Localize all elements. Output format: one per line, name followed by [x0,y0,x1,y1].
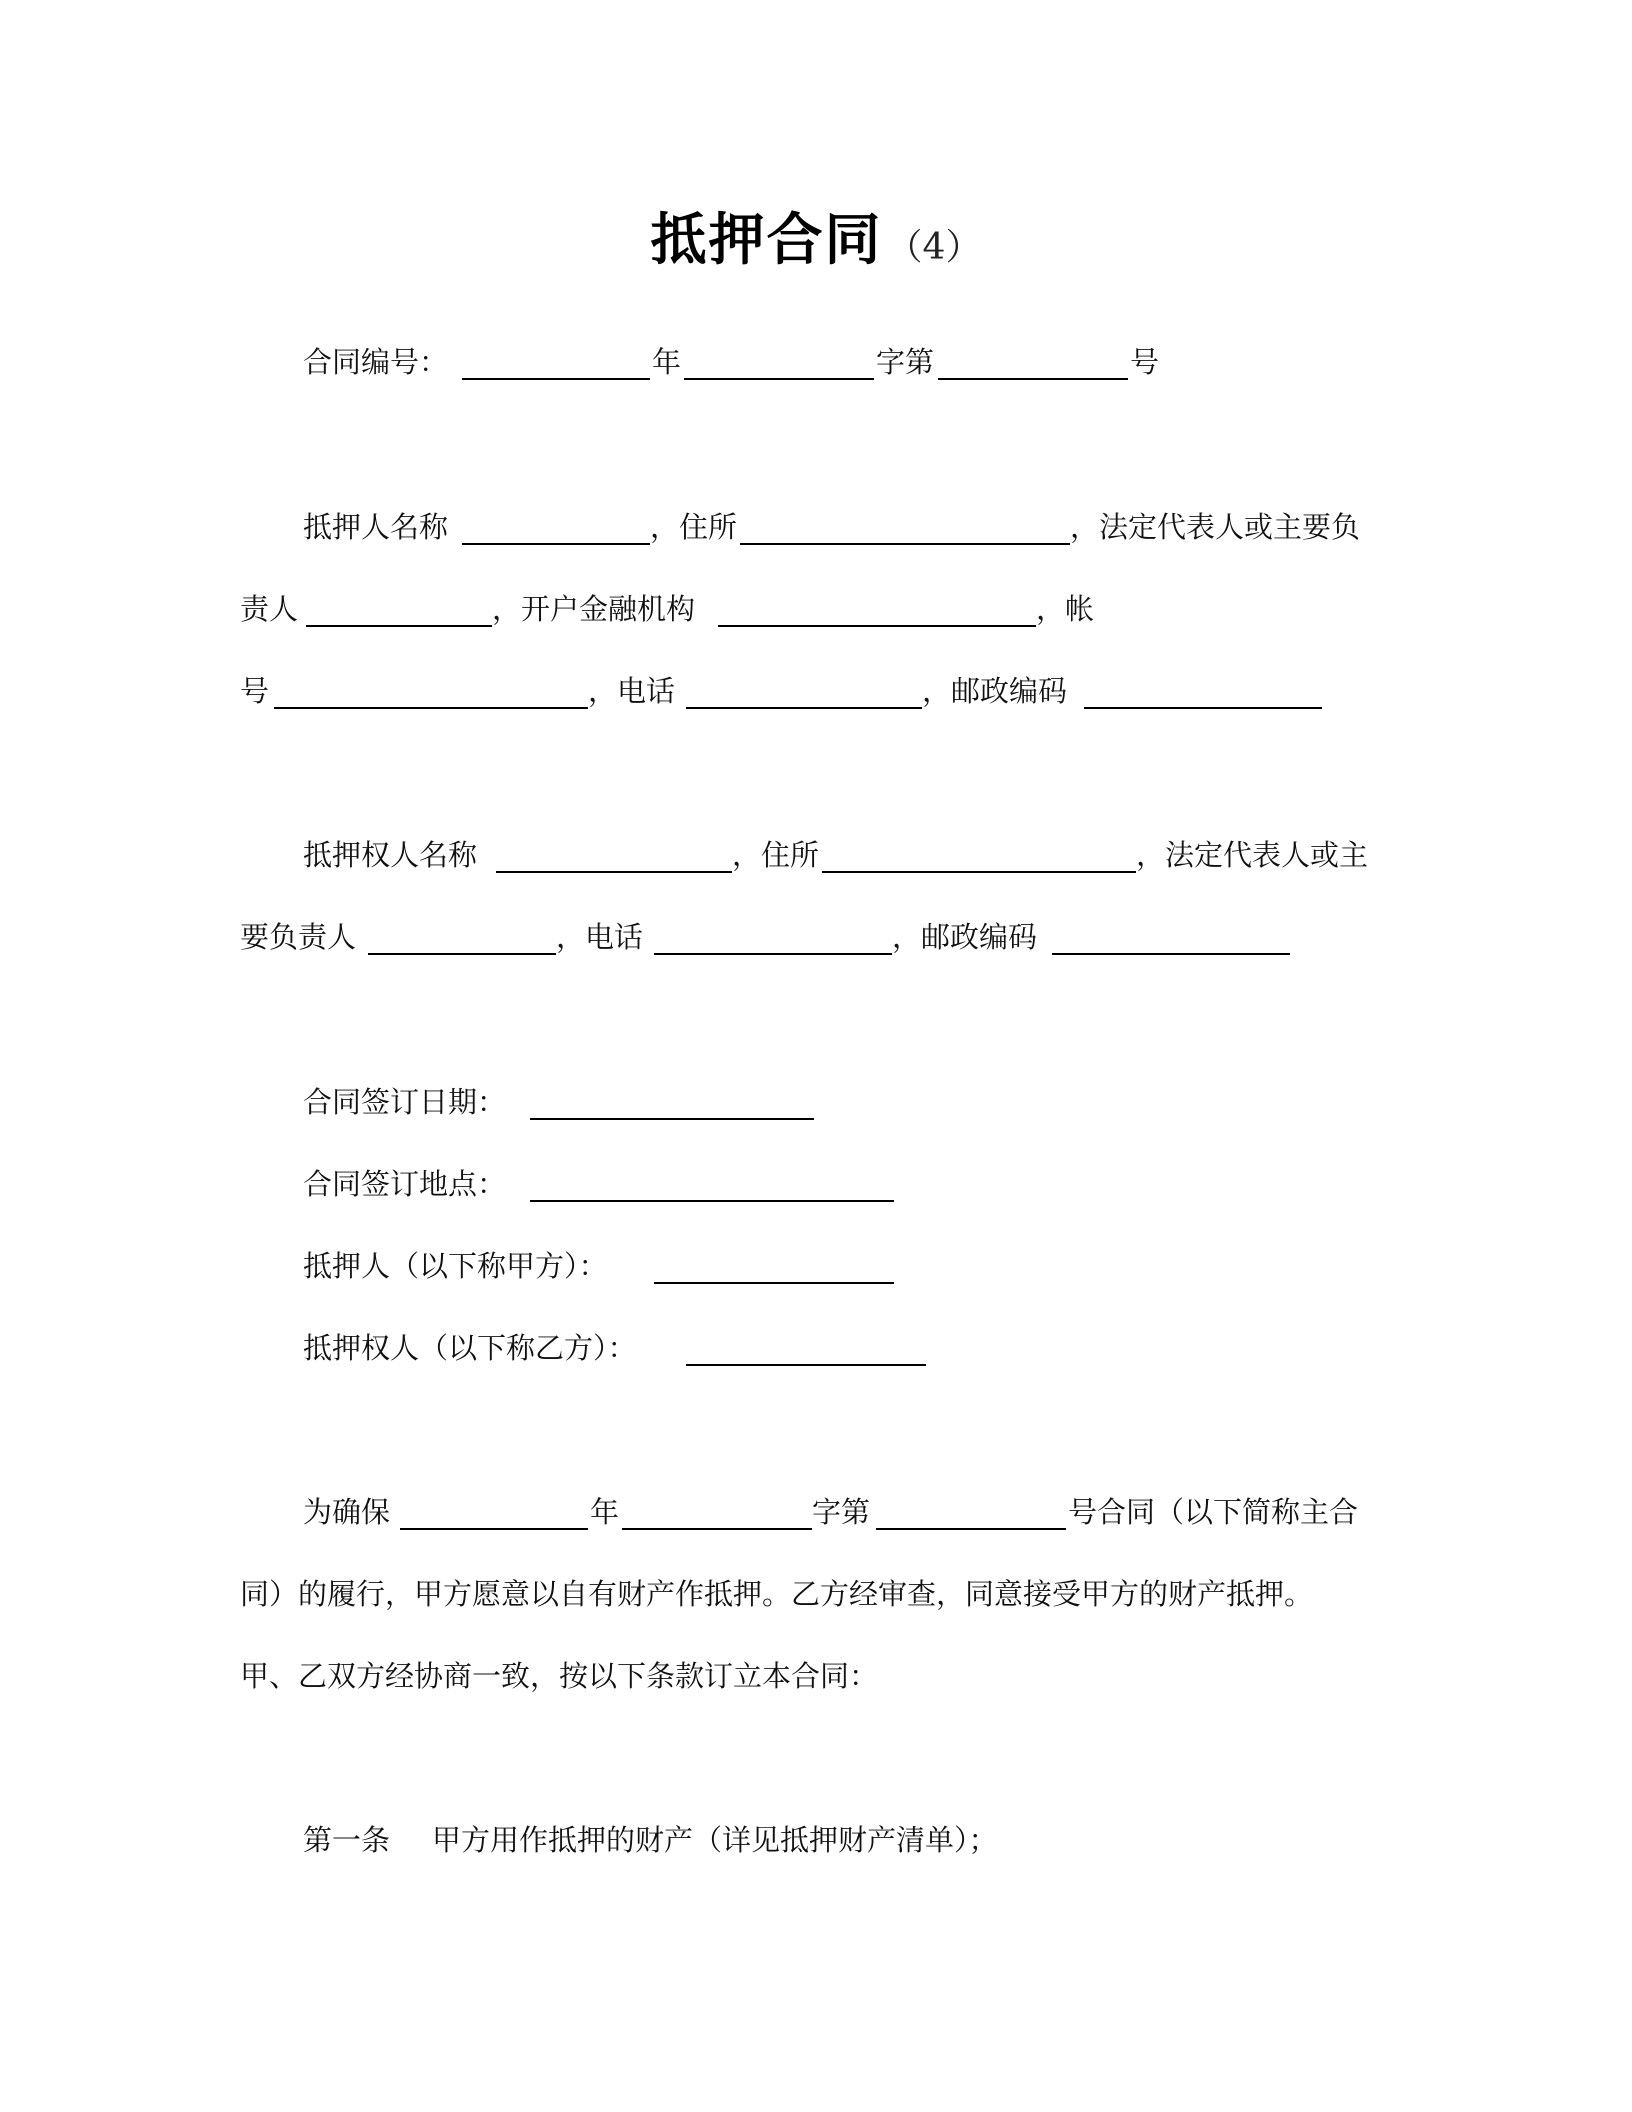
mortgagor-phone-label: ，电话 [588,674,676,708]
mortgagor-address-label: ，住所 [650,510,738,544]
party-a-blank[interactable] [654,1282,894,1284]
zi-di-label: 字第 [876,345,935,379]
mortgagor-zip-blank[interactable] [1084,707,1322,709]
mortgagee-name-blank[interactable] [496,871,732,873]
preamble-year-label: 年 [590,1495,620,1529]
contract-number-label: 合同编号： [303,345,449,379]
party-a-line [0,1246,1632,1286]
preamble-line-2 [0,1574,1632,1614]
mortgagor-address-blank[interactable] [740,543,1070,545]
preamble-blank-2[interactable] [622,1528,812,1530]
mortgagee-rep-blank[interactable] [368,953,556,955]
mortgagor-bank-blank[interactable] [718,625,1036,627]
party-b-line [0,1328,1632,1368]
mortgagor-bank-label: ，开户金融机构 [492,592,696,626]
party-b-blank[interactable] [686,1364,926,1366]
mortgagor-rep-label-cont: 责人 [240,592,299,626]
preamble-line-1 [0,1492,1632,1532]
preamble-ensure-label: 为确保 [303,1495,391,1529]
signing-place-blank[interactable] [530,1200,894,1202]
mortgagor-account-label-cont: 号 [240,674,270,708]
signing-place-label: 合同签订地点： [303,1167,507,1201]
mortgagor-name-label: 抵押人名称 [303,510,449,544]
mortgagor-line-3 [0,671,1632,711]
preamble-text-2: 同）的履行，甲方愿意以自有财产作抵押。乙方经审查，同意接受甲方的财产抵押。 [240,1577,1314,1611]
year-label: 年 [652,345,682,379]
mortgagee-line-2 [0,917,1632,957]
document-title [0,196,1632,276]
preamble-text-3: 甲、乙双方经协商一致，按以下条款订立本合同： [240,1659,879,1693]
mortgagee-rep-label-cont: 要负责人 [240,920,357,954]
mortgagor-rep-blank[interactable] [306,625,492,627]
mortgagee-name-label: 抵押权人名称 [303,838,478,872]
contract-number-line [0,342,1632,382]
signing-date-blank[interactable] [530,1118,814,1120]
signing-place-line [0,1164,1632,1204]
mortgagor-phone-blank[interactable] [686,707,922,709]
mortgagee-zip-label: ，邮政编码 [892,920,1038,954]
mortgagor-line-2 [0,589,1632,629]
party-b-label: 抵押权人（以下称乙方）： [303,1331,637,1365]
mortgagor-rep-label: ，法定代表人或主要负 [1070,510,1361,544]
preamble-line-3 [0,1656,1632,1696]
article-1-line [0,1820,1632,1860]
signing-date-label: 合同签订日期： [303,1085,507,1119]
mortgagee-address-label: ，住所 [732,838,820,872]
preamble-blank-1[interactable] [400,1528,588,1530]
contract-number-blank-2[interactable] [684,378,874,380]
mortgagor-account-blank[interactable] [274,707,588,709]
mortgagor-line-1 [0,507,1632,547]
mortgagee-phone-label: ，电话 [556,920,644,954]
mortgagor-name-blank[interactable] [462,543,650,545]
mortgagee-line-1 [0,835,1632,875]
title-suffix: （4） [886,227,982,268]
mortgagee-rep-label: ，法定代表人或主 [1136,838,1369,872]
signing-date-line [0,1082,1632,1122]
article-1-text: 甲方用作抵押的财产（详见抵押财产清单）； [432,1823,998,1857]
mortgagee-zip-blank[interactable] [1052,953,1290,955]
mortgagor-account-label: ，帐 [1036,592,1095,626]
contract-number-blank-1[interactable] [462,378,650,380]
hao-label: 号 [1130,345,1160,379]
article-1-number: 第一条 [303,1823,391,1857]
mortgagee-phone-blank[interactable] [654,953,892,955]
preamble-zi-di-label: 字第 [812,1495,871,1529]
mortgagor-zip-label: ，邮政编码 [922,674,1068,708]
party-a-label: 抵押人（以下称甲方）： [303,1249,608,1283]
title-text: 抵押合同 [650,208,883,273]
preamble-rest: 号合同（以下简称主合 [1068,1495,1359,1529]
preamble-blank-3[interactable] [876,1528,1066,1530]
mortgagee-address-blank[interactable] [822,871,1136,873]
contract-number-blank-3[interactable] [938,378,1128,380]
